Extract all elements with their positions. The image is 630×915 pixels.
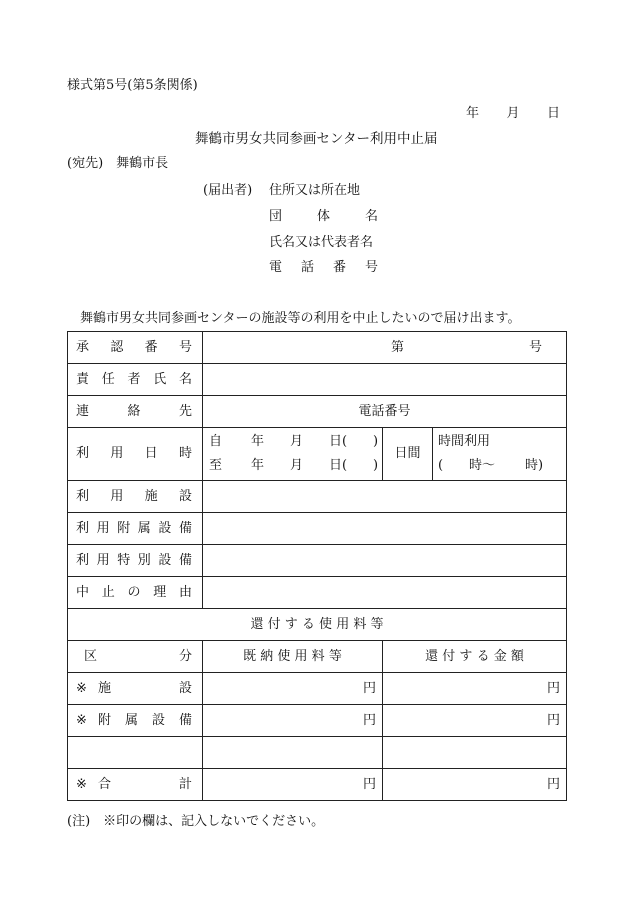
addressee: (宛先) 舞鶴市長 — [67, 156, 169, 171]
approval-dai: 第 — [391, 339, 405, 355]
label-attached-equipment: 利 用 附 属 設 備 — [68, 513, 203, 545]
contact-phone-label: 電話番号 — [358, 403, 411, 419]
row-refund-columns — [68, 641, 567, 673]
row-approval-number — [68, 332, 567, 364]
filer-phone[interactable]: 電 話 番 号 — [269, 260, 378, 275]
label-cancel-reason: 中 止 の 理 由 — [68, 577, 203, 609]
refund-row-blank — [68, 737, 567, 769]
date-from-label: 自 — [209, 434, 223, 449]
label-contact: 連 絡 先 — [68, 396, 203, 428]
refund-paid-facility[interactable]: 円 — [203, 673, 383, 705]
row-attached-equipment — [68, 513, 567, 545]
special-equipment-field[interactable] — [203, 545, 567, 577]
refund-paid-total[interactable]: 円 — [203, 769, 383, 801]
footnote: (注) ※印の欄は、記入しないでください。 — [67, 814, 325, 829]
row-use-datetime — [68, 428, 567, 481]
refund-row-attached — [68, 705, 567, 737]
hourly-use-label: 時間利用 — [438, 434, 491, 449]
row-responsible-person — [68, 364, 567, 396]
column-refund-amount: 還 付 す る 金 額 — [383, 641, 567, 673]
row-contact — [68, 396, 567, 428]
column-paid-fee: 既 納 使 用 料 等 — [203, 641, 383, 673]
approval-go: 号 — [529, 339, 543, 355]
label-facility: 利 用 施 設 — [68, 481, 203, 513]
refund-label-total: ※ 合 計 — [68, 769, 203, 801]
facility-field[interactable] — [203, 481, 567, 513]
filer-address[interactable]: 住所又は所在地 — [269, 183, 361, 198]
filer-group-name[interactable]: 団 体 名 — [269, 209, 378, 224]
refund-row-total — [68, 769, 567, 801]
refund-row-facility — [68, 673, 567, 705]
label-responsible-person: 責 任 者 氏 名 — [68, 364, 203, 396]
refund-amount-blank[interactable] — [383, 737, 567, 769]
approval-number-field[interactable] — [203, 332, 567, 364]
label-approval-number: 承 認 番 号 — [68, 332, 203, 364]
row-cancel-reason — [68, 577, 567, 609]
row-special-equipment — [68, 545, 567, 577]
refund-paid-attached[interactable]: 円 — [203, 705, 383, 737]
refund-section-header: 還 付 す る 使 用 料 等 — [68, 609, 567, 641]
refund-label-blank[interactable] — [68, 737, 203, 769]
use-date-range-field[interactable]: 自 年 月 日( ) 至 年 月 日( ) — [203, 428, 383, 481]
use-days-field[interactable] — [383, 428, 433, 481]
date-month: 月 — [506, 106, 520, 121]
refund-label-attached: ※ 附 属 設 備 — [68, 705, 203, 737]
refund-amount-facility[interactable]: 円 — [383, 673, 567, 705]
form-number: 様式第5号(第5条関係) — [67, 78, 198, 93]
attached-equipment-field[interactable] — [203, 513, 567, 545]
cancellation-form-table — [67, 331, 567, 801]
cancel-reason-field[interactable] — [203, 577, 567, 609]
intro-text: 舞鶴市男女共同参画センターの施設等の利用を中止したいので届け出ます。 — [80, 311, 521, 326]
date-line — [466, 106, 560, 122]
refund-amount-total[interactable]: 円 — [383, 769, 567, 801]
label-special-equipment: 利 用 特 別 設 備 — [68, 545, 203, 577]
label-use-datetime: 利 用 日 時 — [68, 428, 203, 481]
row-refund-header — [68, 609, 567, 641]
hourly-use-field[interactable]: 時間利用 ( 時〜 時) — [433, 428, 567, 481]
date-to-label: 至 — [209, 458, 223, 473]
refund-amount-attached[interactable]: 円 — [383, 705, 567, 737]
column-category: 区 分 — [68, 641, 203, 673]
filer-representative[interactable]: 氏名又は代表者名 — [269, 235, 374, 250]
contact-field[interactable] — [203, 396, 567, 428]
date-year: 年 — [466, 106, 480, 121]
refund-label-facility: ※ 施 設 — [68, 673, 203, 705]
refund-paid-blank[interactable] — [203, 737, 383, 769]
nichikan-label: 日間 — [394, 446, 421, 461]
date-day: 日 — [546, 106, 560, 121]
row-facility — [68, 481, 567, 513]
document-title: 舞鶴市男女共同参画センター利用中止届 — [195, 131, 438, 147]
filer-label: (届出者) — [203, 183, 253, 198]
responsible-person-field[interactable] — [203, 364, 567, 396]
